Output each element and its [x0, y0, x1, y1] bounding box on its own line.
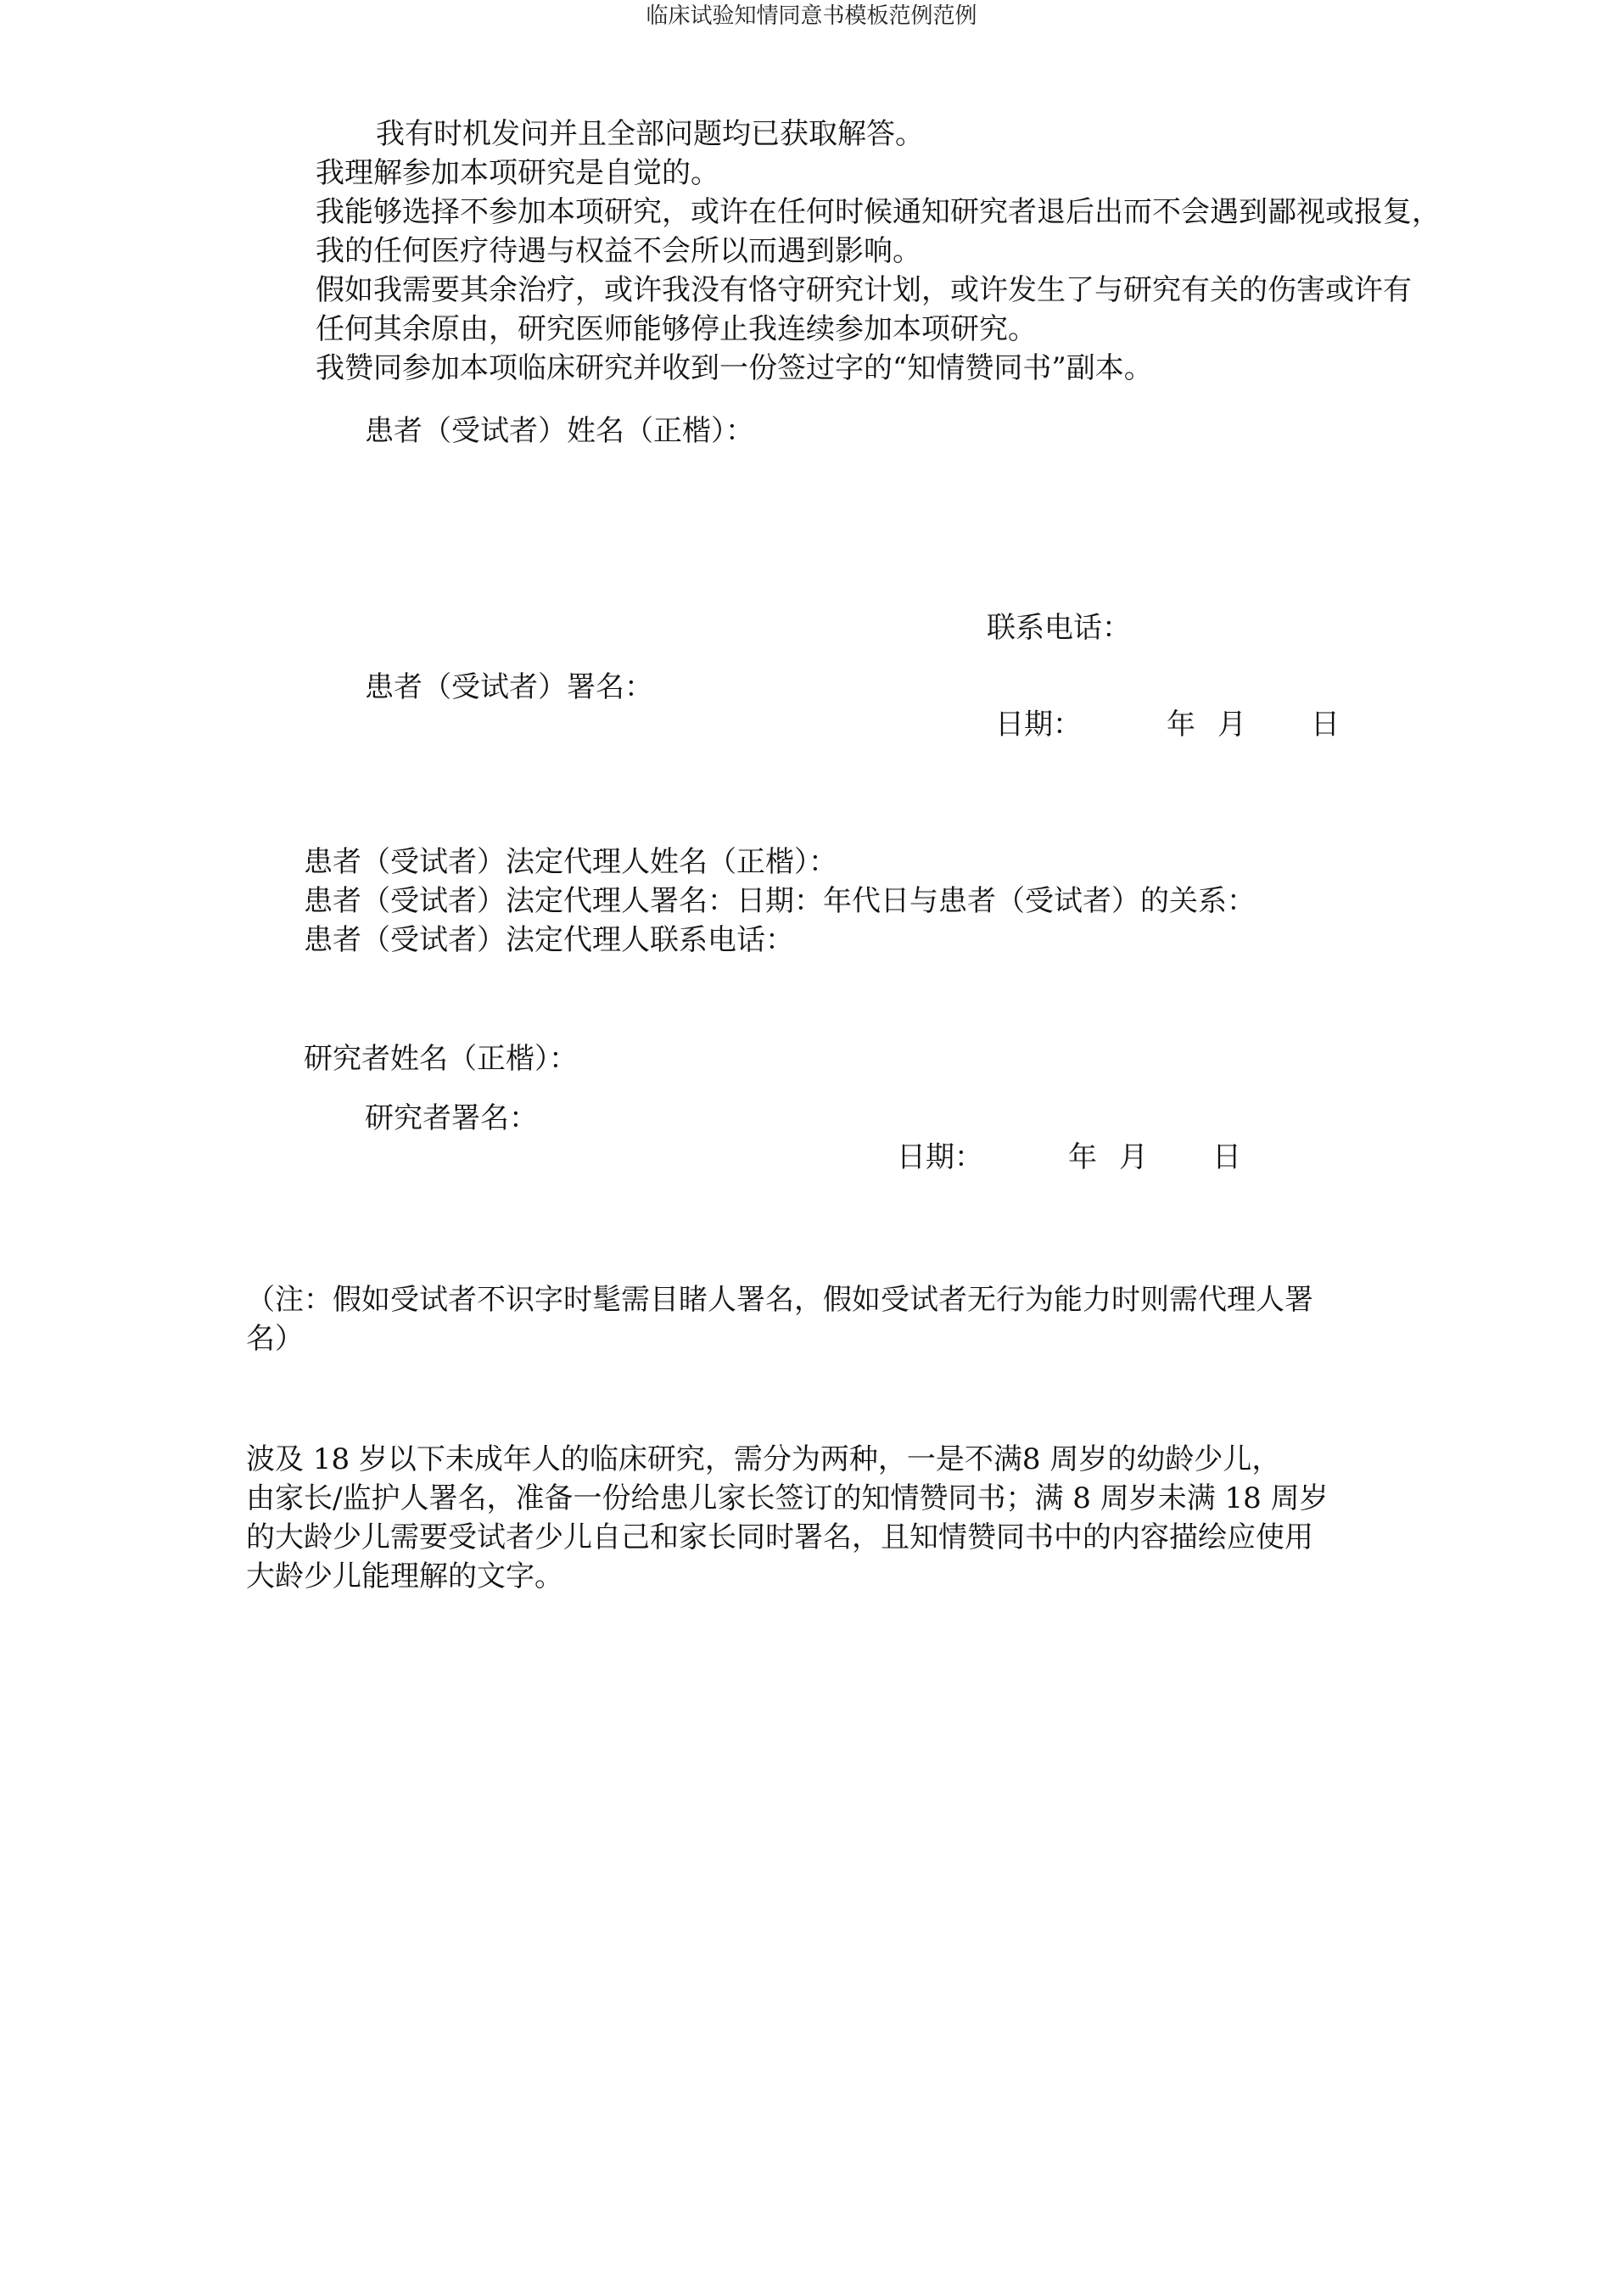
patient-date-day: 日: [1311, 708, 1340, 742]
patient-name-label: 患者（受试者）姓名（正楷）：: [365, 414, 754, 448]
statement-termination: 假如我需要其余治疗，或许我没有恪守研究计划，或许发生了与研究有关的伤害或许有: [316, 273, 1412, 307]
researcher-date-year: 年: [1068, 1140, 1097, 1174]
legal-rep-name-label: 患者（受试者）法定代理人姓名（正楷）：: [304, 845, 837, 879]
statement-withdraw-cont: 我的任何医疗待遇与权益不会所以而遇到影响。: [316, 234, 921, 268]
note-line-2: 名）: [246, 1322, 304, 1356]
patient-date-line: [995, 704, 1340, 745]
minors-line-2: 由家长/监护人署名，准备一份给患儿家长签订的知情赞同书；满 8 周岁未满 18 周岁: [246, 1481, 1329, 1515]
researcher-date-month: 月: [1119, 1140, 1148, 1174]
patient-date-year: 年: [1167, 708, 1195, 742]
researcher-signature-label: 研究者署名：: [365, 1101, 538, 1135]
patient-date-month: 月: [1217, 708, 1246, 742]
researcher-date-label: 日期：: [897, 1140, 983, 1174]
minors-line-1: 波及 18 岁以下未成年人的临床研究，需分为两种，一是不满8 周岁的幼龄少儿，: [246, 1442, 1281, 1476]
legal-rep-phone-label: 患者（受试者）法定代理人联系电话：: [304, 923, 794, 957]
statement-agree: 我赞同参加本项临床研究并收到一份签过字的“知情赞同书”副本。: [316, 351, 1153, 385]
note-line-1: （注：假如受试者不识字时髦需目睹人署名，假如受试者无行为能力时则需代理人署: [246, 1283, 1313, 1317]
patient-signature-label: 患者（受试者）署名：: [365, 670, 653, 704]
statement-termination-cont: 任何其余原由，研究医师能够停止我连续参加本项研究。: [316, 312, 1037, 346]
patient-phone-label: 联系电话：: [987, 611, 1131, 645]
page-header: 临床试验知情同意书模板范例范例: [646, 3, 977, 29]
statement-withdraw: 我能够选择不参加本项研究，或许在任何时候通知研究者退后出而不会遇到鄙视或报复，: [316, 195, 1441, 229]
researcher-date-day: 日: [1212, 1140, 1241, 1174]
researcher-name-label: 研究者姓名（正楷）：: [304, 1042, 578, 1076]
statement-questions-answered: 我有时机发问并且全部问题均已获取解答。: [376, 117, 924, 151]
patient-date-label: 日期：: [995, 708, 1082, 742]
legal-rep-signature-line: 患者（受试者）法定代理人署名：日期：年代日与患者（受试者）的关系：: [304, 884, 1256, 918]
researcher-date-line: [897, 1137, 1241, 1178]
minors-line-4: 大龄少儿能理解的文字。: [246, 1560, 563, 1593]
minors-line-3: 的大龄少儿需要受试者少儿自己和家长同时署名，且知情赞同书中的内容描绘应使用: [246, 1520, 1313, 1554]
statement-voluntary: 我理解参加本项研究是自觉的。: [316, 156, 719, 190]
